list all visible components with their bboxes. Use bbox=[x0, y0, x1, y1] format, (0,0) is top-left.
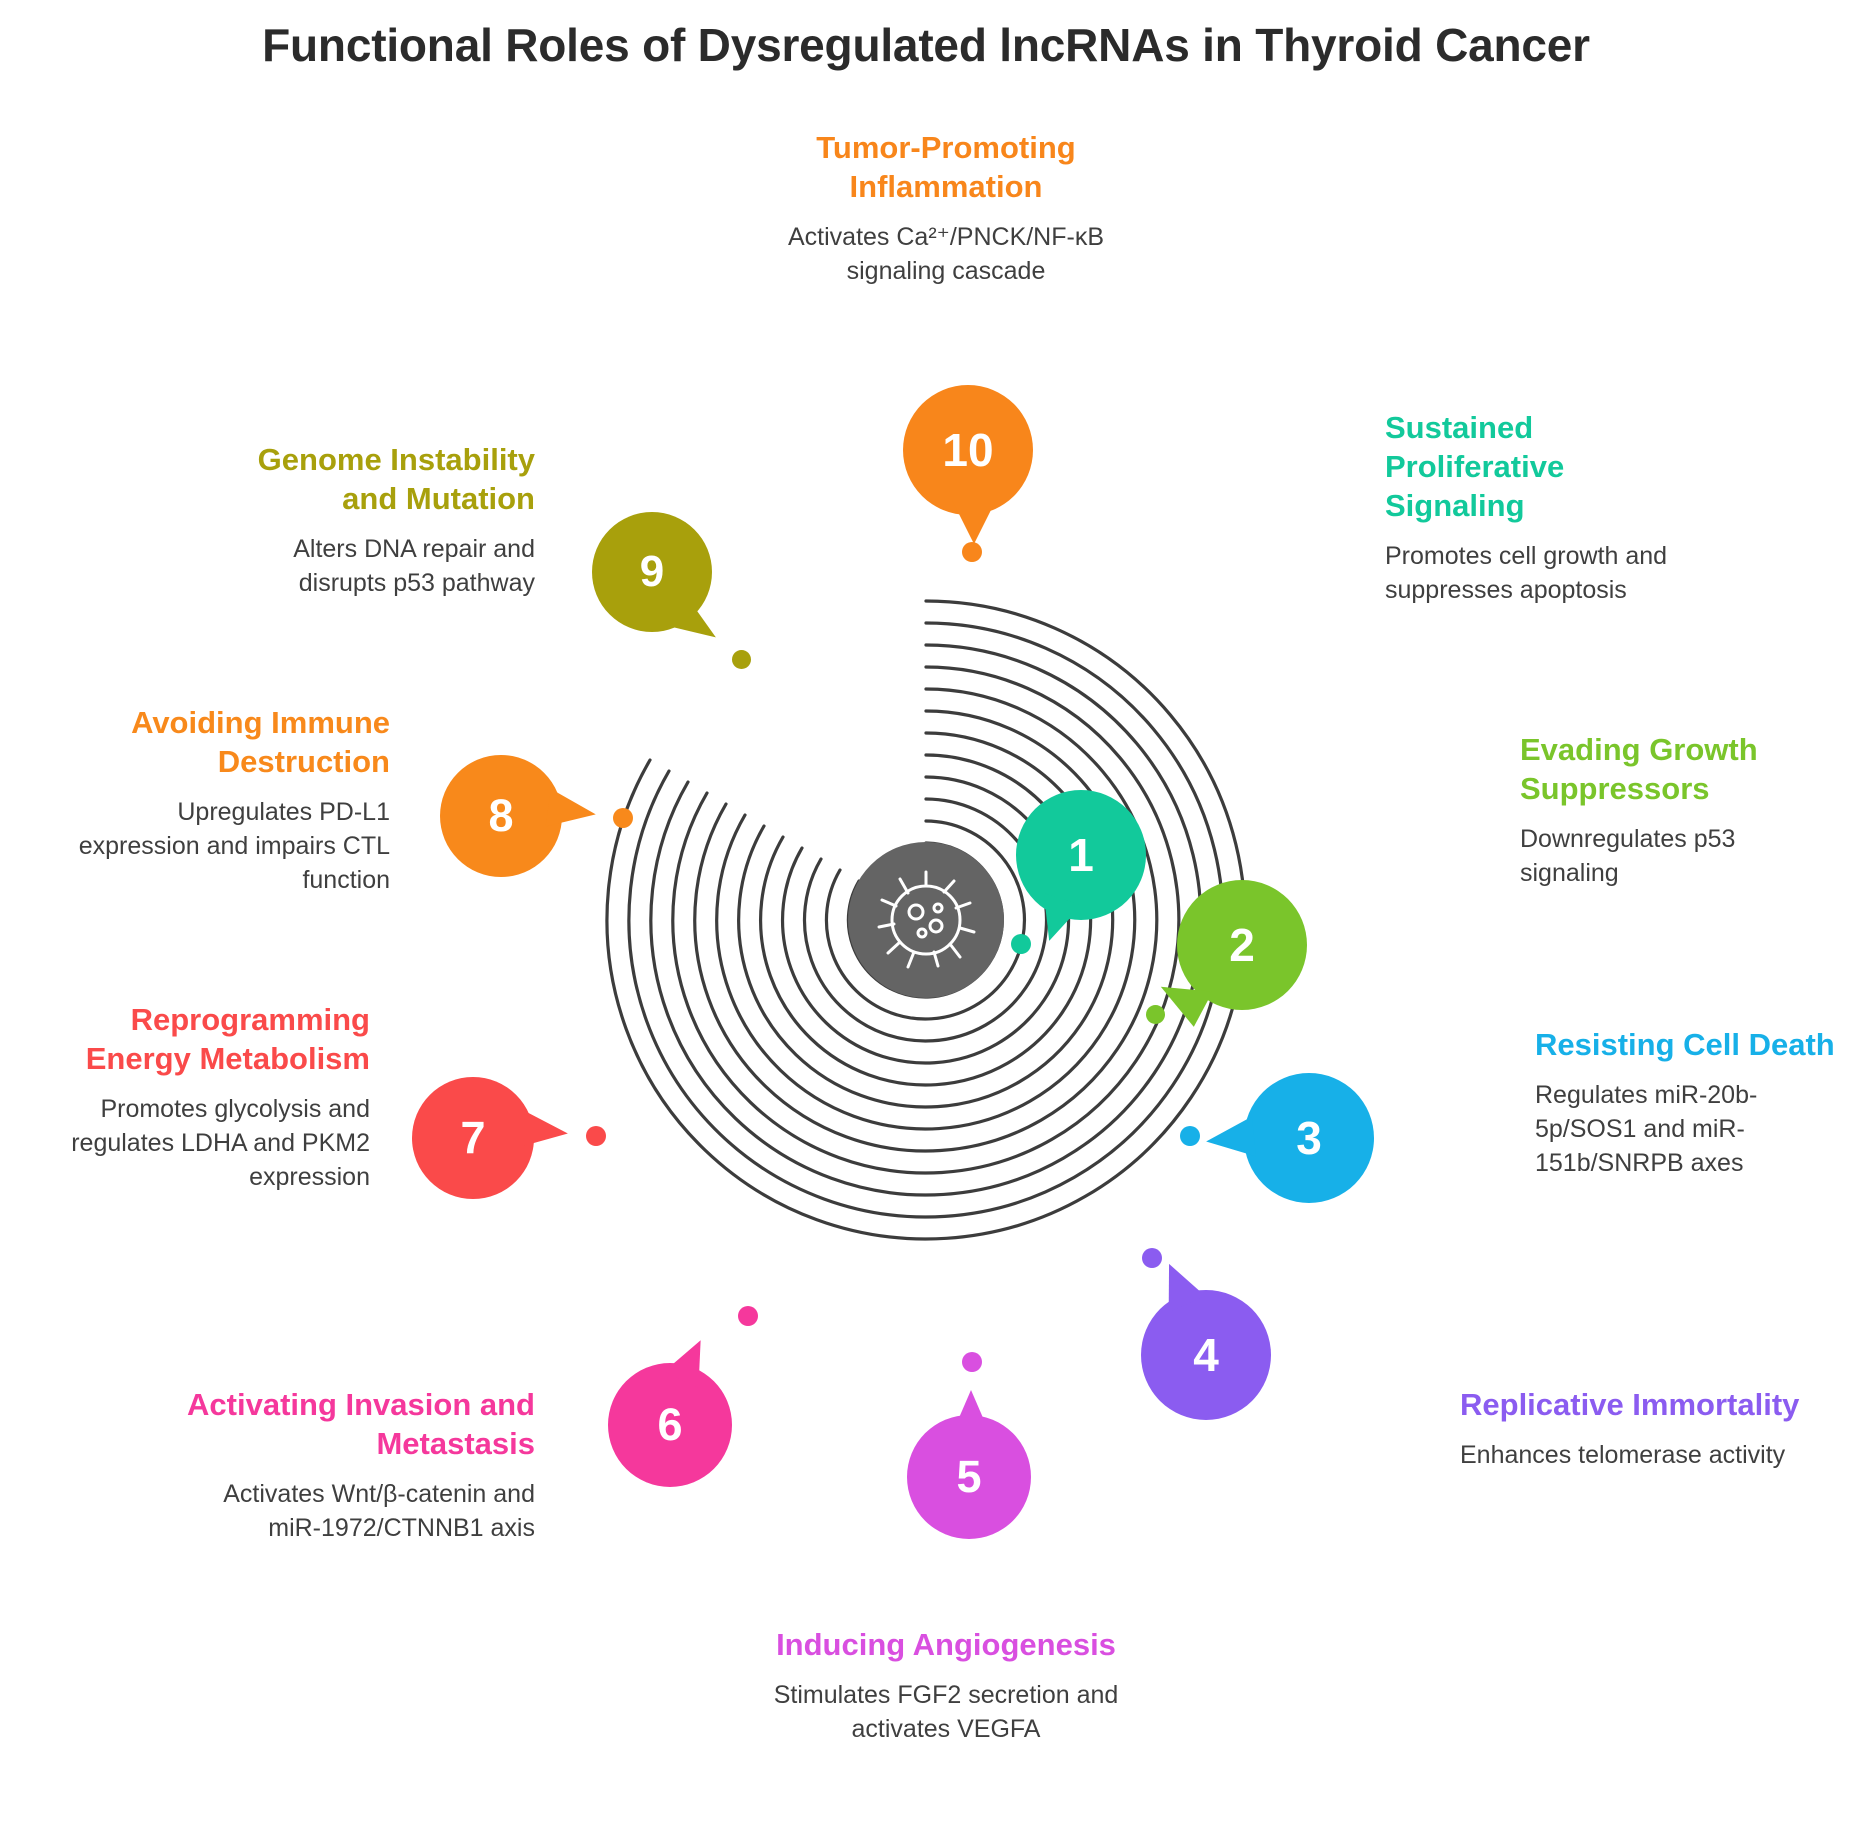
hallmark-bubble-1[interactable] bbox=[1016, 790, 1146, 920]
hallmark-number-4: 4 bbox=[1193, 1329, 1219, 1381]
hallmark-number-5: 5 bbox=[956, 1451, 982, 1502]
page-title: Functional Roles of Dysregulated lncRNAs in Thyroid Cancer bbox=[262, 19, 1590, 71]
hallmark-title-4: Replicative Immortality bbox=[1460, 1387, 1800, 1422]
hallmark-title-10: Tumor-Promoting Inflammation bbox=[816, 130, 1076, 205]
hallmark-title-3: Resisting Cell Death bbox=[1535, 1027, 1835, 1062]
hallmark-bubble-7[interactable] bbox=[412, 1077, 534, 1199]
hallmark-number-2: 2 bbox=[1229, 919, 1255, 971]
hallmark-bubble-8[interactable] bbox=[440, 755, 562, 877]
hallmark-number-3: 3 bbox=[1296, 1112, 1322, 1164]
hallmark-desc-7: Promotes glycolysis and regulates LDHA and PKM2 expression bbox=[71, 1095, 370, 1192]
hallmark-desc-2: Downregulates p53 signaling bbox=[1520, 825, 1736, 888]
hallmark-dot-9 bbox=[732, 650, 751, 669]
hallmark-dot-4 bbox=[1142, 1248, 1162, 1268]
hallmark-title-6: Activating Invasion and Metastasis bbox=[187, 1387, 535, 1462]
hallmark-title-8: Avoiding Immune Destruction bbox=[131, 705, 390, 780]
hallmark-dot-5 bbox=[962, 1352, 982, 1372]
hallmark-dot-1 bbox=[1011, 934, 1031, 954]
hallmark-dot-10 bbox=[962, 542, 982, 562]
hallmark-label-9 bbox=[235, 440, 535, 600]
hallmark-tail-3 bbox=[1204, 1117, 1256, 1162]
hallmark-dot-8 bbox=[613, 808, 633, 828]
hallmark-desc-8: Upregulates PD-L1 expression and impairs CTL function bbox=[78, 798, 390, 895]
hallmark-bubble-3[interactable] bbox=[1244, 1073, 1374, 1203]
hallmark-desc-6: Activates Wnt/β-catenin and miR-1972/CTNNB1 axis bbox=[223, 1480, 535, 1543]
hallmark-number-1: 1 bbox=[1068, 829, 1094, 881]
hallmark-title-5: Inducing Angiogenesis bbox=[776, 1627, 1116, 1662]
hallmark-tail-8 bbox=[546, 789, 599, 833]
hallmark-bubble-4[interactable] bbox=[1141, 1290, 1271, 1420]
hallmark-label-4 bbox=[1460, 1385, 1800, 1472]
hallmark-title-7: Reprogramming Energy Metabolism bbox=[85, 1002, 370, 1077]
hallmark-desc-9: Alters DNA repair and disrupts p53 pathway bbox=[293, 535, 535, 598]
hallmark-label-8 bbox=[60, 703, 390, 897]
hallmark-bubble-10[interactable] bbox=[903, 385, 1033, 515]
hallmark-desc-5: Stimulates FGF2 secretion and activates VEGFA bbox=[773, 1681, 1119, 1744]
hallmark-dot-3 bbox=[1180, 1126, 1200, 1146]
hallmark-label-2 bbox=[1520, 730, 1830, 890]
hallmark-tail-5 bbox=[952, 1390, 990, 1434]
hallmark-tail-7 bbox=[518, 1110, 570, 1153]
hallmark-dot-7 bbox=[586, 1126, 606, 1146]
hallmark-label-10 bbox=[746, 128, 1146, 288]
hallmark-dot-6 bbox=[738, 1306, 758, 1326]
hallmark-desc-3: Regulates miR-20b-5p/SOS1 and miR-151b/SNRPB axes bbox=[1535, 1081, 1758, 1178]
hallmark-label-5 bbox=[746, 1625, 1146, 1746]
hallmark-desc-4: Enhances telomerase activity bbox=[1460, 1441, 1786, 1470]
hallmark-label-3 bbox=[1535, 1025, 1835, 1180]
hallmark-number-9: 9 bbox=[639, 547, 665, 596]
center-cell-circle bbox=[848, 842, 1004, 998]
hallmark-label-1 bbox=[1385, 408, 1685, 607]
hallmark-number-7: 7 bbox=[460, 1112, 486, 1163]
hallmark-label-6 bbox=[180, 1385, 535, 1545]
hallmark-tail-10 bbox=[952, 500, 996, 544]
hallmark-dot-2 bbox=[1146, 1005, 1165, 1024]
hallmark-number-8: 8 bbox=[488, 790, 514, 841]
hallmark-title-9: Genome Instability and Mutation bbox=[257, 442, 535, 517]
hallmark-label-7 bbox=[25, 1000, 370, 1194]
hallmark-bubble-6[interactable] bbox=[608, 1363, 732, 1487]
hallmark-title-2: Evading Growth Suppressors bbox=[1520, 732, 1758, 807]
hallmark-desc-1: Promotes cell growth and suppresses apoptosis bbox=[1385, 542, 1668, 605]
hallmark-number-6: 6 bbox=[657, 1399, 683, 1450]
hallmark-number-10: 10 bbox=[942, 424, 994, 476]
hallmark-desc-10: Activates Ca²⁺/PNCK/NF-κB signaling cascade bbox=[787, 223, 1105, 286]
hallmark-title-1: Sustained Proliferative Signaling bbox=[1385, 410, 1565, 524]
